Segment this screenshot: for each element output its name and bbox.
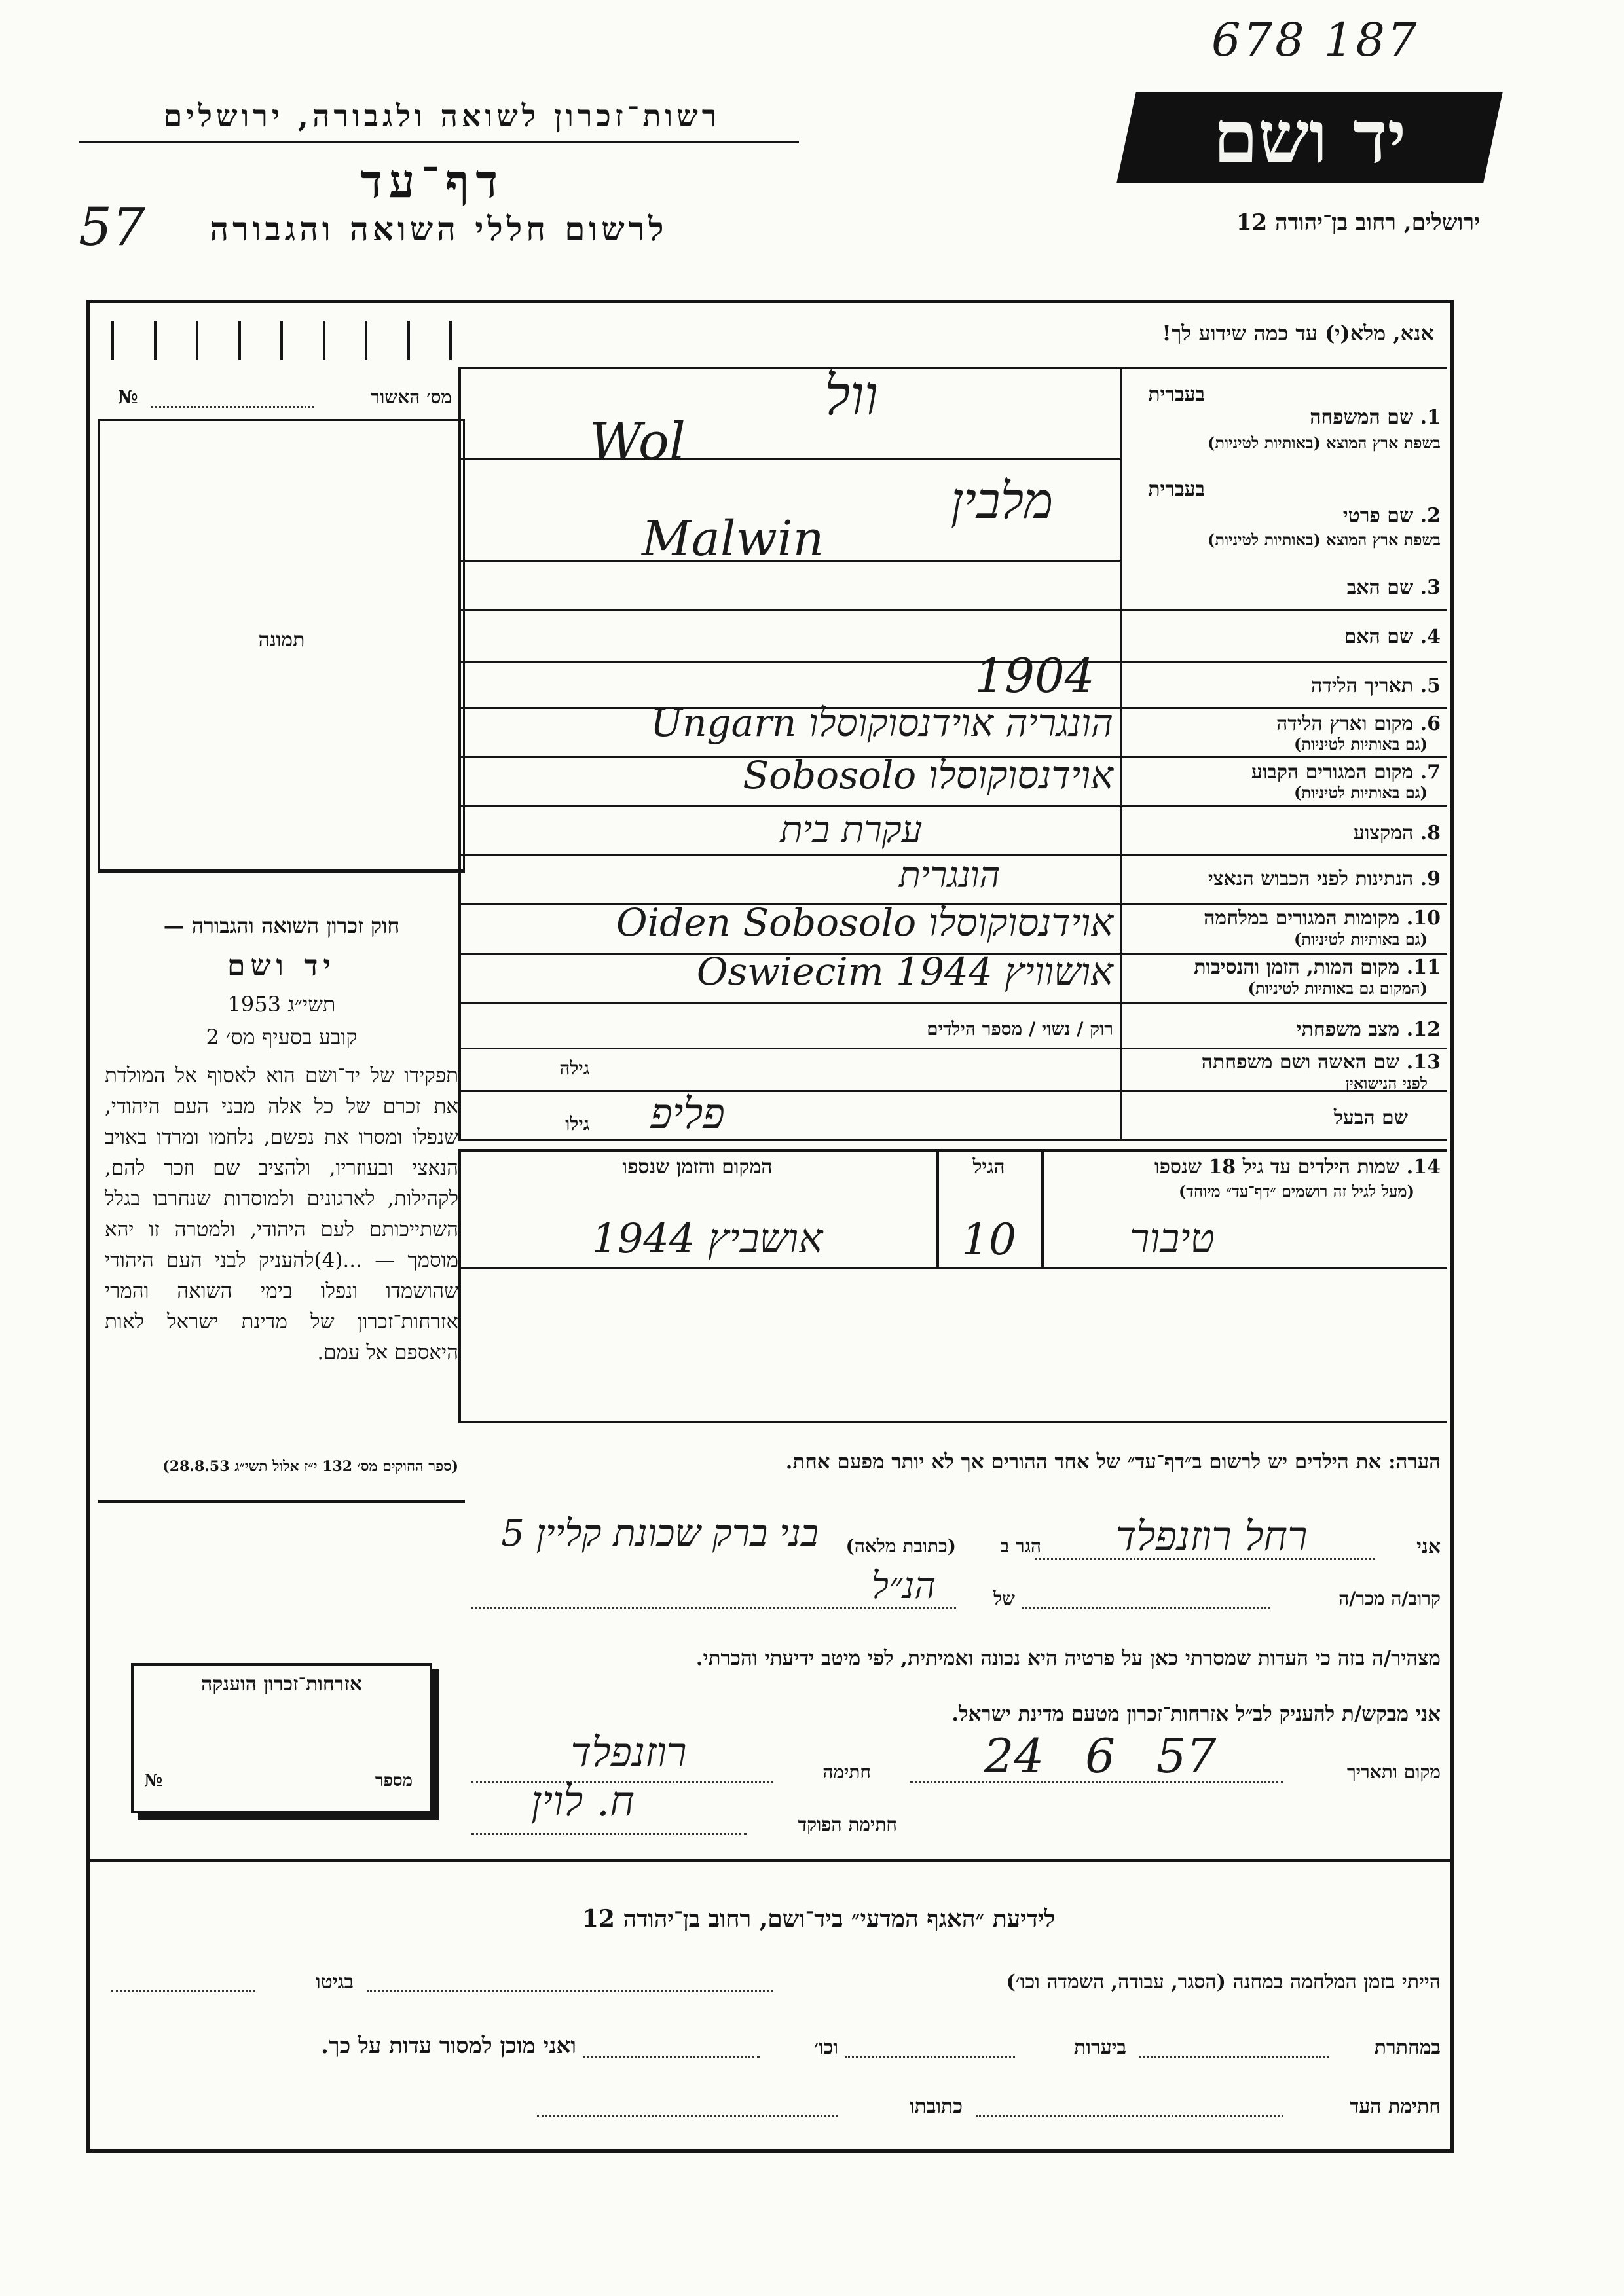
- wife-age-label: גילה: [559, 1057, 589, 1079]
- field-9-text: הנתינות לפני הכבוש הנאצי: [1208, 867, 1414, 890]
- officer-signature[interactable]: ח. לוין: [531, 1777, 635, 1826]
- field-12-label: [1126, 1018, 1441, 1041]
- relation-value[interactable]: הנ״ל: [871, 1565, 936, 1607]
- officer-label: חתימת הפוקד: [798, 1813, 897, 1835]
- declarant-name[interactable]: רחל רוזנפלד: [1115, 1512, 1308, 1560]
- value-surname-lat[interactable]: Wol: [589, 412, 686, 471]
- value-column-top: [458, 367, 1447, 369]
- field-13-label: [1126, 1051, 1441, 1074]
- field-7-num: 7.: [1420, 761, 1441, 784]
- field-2-label: [1133, 504, 1441, 527]
- field-1-text: שם המשפחה: [1310, 406, 1414, 429]
- bottom-etc: וכו׳: [814, 2036, 838, 2059]
- row-line: [458, 661, 1447, 663]
- witness-signature-line[interactable]: [976, 2115, 1283, 2117]
- field-8-label: [1133, 822, 1441, 845]
- authority-underline: [79, 141, 799, 143]
- witness-address-line[interactable]: [537, 2115, 838, 2117]
- camp-line[interactable]: [367, 1990, 773, 1992]
- value-profession[interactable]: עקרת בית: [780, 809, 923, 851]
- relation-line: [1022, 1607, 1270, 1609]
- archive-number: 678 187: [1211, 13, 1420, 67]
- law-title: חוק זכרון השואה והגבורה —: [163, 913, 400, 938]
- bottom-line1: הייתי בזמן המלחמה במחנה (הסגר, עבודה, השמדה וכו׳): [1006, 1971, 1441, 1994]
- field-3-label: [1133, 576, 1441, 599]
- of-label: של: [993, 1588, 1015, 1609]
- place-date-label: מקום ותאריך: [1346, 1761, 1441, 1783]
- citizenship-title: אזרחות־זכרון הוענקה: [200, 1673, 363, 1696]
- children-row-divider: [458, 1267, 1447, 1269]
- field-1-sub: בשפת ארץ המוצא (באותיות לטיניות): [1208, 433, 1441, 452]
- husband-label: שם הבעל: [1333, 1106, 1408, 1129]
- approval-field[interactable]: [151, 406, 314, 408]
- field-10-sub: (גם באותיות לטיניות): [1293, 930, 1428, 949]
- request: אני מבקש/ת להעניק לב״ל אזרחות־זכרון מטעם מדינת ישראל.: [951, 1702, 1441, 1726]
- children-note: הערה: את הילדים יש לרשום ב״דף־עד״ של אחד ההורים אך לא יותר מפעם אחת.: [785, 1450, 1441, 1474]
- field-2-sub: בשפת ארץ המוצא (באותיות לטיניות): [1208, 530, 1441, 549]
- children-col-age: הגיל: [972, 1156, 1005, 1178]
- field-1-label: [1133, 406, 1441, 429]
- field-6-label: [1133, 712, 1441, 735]
- husband-age-label: גילו: [565, 1113, 589, 1135]
- resides-label: הגר ב: [1000, 1535, 1041, 1557]
- address-label: (כתובת מלאה): [845, 1535, 956, 1557]
- field-13-num: 13.: [1406, 1051, 1441, 1074]
- form-title: דף־עד: [360, 154, 504, 208]
- field-10-num: 10.: [1406, 907, 1441, 930]
- value-nationality[interactable]: הונגרית: [898, 854, 1001, 896]
- children-col-divider: [1041, 1149, 1044, 1267]
- value-marital-status[interactable]: רוק / נשוי / מספר הילדים: [927, 1018, 1113, 1040]
- field-5-text: תאריך הלידה: [1311, 674, 1414, 697]
- value-column-left: [458, 367, 461, 1139]
- field-10-label: [1126, 907, 1441, 930]
- underground-line[interactable]: [1139, 2056, 1329, 2058]
- field-1-lang: בעברית: [1148, 383, 1205, 406]
- bottom-underground: במחתרת: [1374, 2036, 1441, 2059]
- child-age[interactable]: 10: [961, 1214, 1016, 1265]
- form-subtitle: לרשום חללי השואה והגבורה: [210, 210, 668, 248]
- field-4-label: [1133, 625, 1441, 648]
- field-11-num: 11.: [1406, 956, 1441, 979]
- field-4-text: שם האם: [1344, 625, 1414, 648]
- row-line: [458, 1048, 1447, 1049]
- authority-line: רשות־זכרון לשואה ולגבורה, ירושלים: [163, 98, 721, 134]
- child-name[interactable]: טיבור: [1130, 1214, 1215, 1262]
- field-13-text: שם האשה ושם משפחתה: [1201, 1051, 1400, 1074]
- field-11-text: מקום המות, הזמן והנסיבות: [1194, 956, 1400, 979]
- bottom-ghetto: בגיטו: [315, 1971, 354, 1994]
- field-2-lang: בעברית: [1148, 478, 1205, 501]
- value-firstname-lat[interactable]: Malwin: [642, 511, 824, 567]
- field-7-label: [1133, 761, 1441, 784]
- bottom-forests: ביערות: [1073, 2036, 1126, 2059]
- signature-value[interactable]: רוזנפלד: [570, 1728, 687, 1776]
- field-4-num: 4.: [1420, 625, 1441, 648]
- forests-line[interactable]: [845, 2056, 1015, 2058]
- bottom-title: לידיעת ״האגף המדעי״ ביד־ושם, רחוב בן־יהודה 12: [581, 1905, 1056, 1933]
- field-5-label: [1133, 674, 1441, 697]
- field-5-num: 5.: [1420, 674, 1441, 697]
- field-6-text: מקום וארץ הלידה: [1276, 712, 1414, 735]
- field-6-num: 6.: [1420, 712, 1441, 735]
- approval-label: מס׳ האשור: [371, 386, 452, 408]
- law-source: (ספר החוקים מס׳ 132 י״ז אלול תשי״ג 28.8.53): [162, 1458, 458, 1475]
- bottom-divider: [88, 1859, 1450, 1862]
- field-9-num: 9.: [1420, 867, 1441, 890]
- law-body: תפקידו של יד־ושם הוא לאסוף אל המולדת את זכרם של כל אלה מבני העם היהודי, שנפלו ומסרו את נפשם, נלחמו ומרדו באויב הנאצי ובעוזריו, ולהציב שם וזכר להם, לקהילות, לארגונים ולמוסדות שנחרבו בגלל השתייכותם לעם היהודי, ולמטרה זו יהא מוסמך — ...(4)להעניק לבני העם היהודי שהושמדו ונפלו בימי השואה והמרי אזרחות־זכרון של מדינת ישראל לאות היאספם אל עמם.: [105, 1064, 458, 1364]
- citizenship-number-label: מספר: [375, 1771, 413, 1791]
- etc-line[interactable]: [583, 2056, 760, 2058]
- row-line: [458, 1002, 1447, 1004]
- yad-vashem-logo: [1116, 92, 1503, 183]
- bottom-testimony: ואני מוכן למסור עדות על כך.: [321, 2033, 576, 2059]
- field-13-sub: לפני הנישואין: [1345, 1074, 1428, 1093]
- instruction: אנא, מלא(י) עד כמה שידוע לך!: [1162, 321, 1434, 346]
- law-name: יד ושם: [227, 949, 336, 983]
- date-value[interactable]: 24 6 57: [984, 1728, 1217, 1783]
- value-birthdate[interactable]: 1904: [974, 648, 1095, 703]
- children-table-left: [458, 1149, 461, 1421]
- field-11-sub: (המקום גם באותיות לטיניות): [1247, 979, 1428, 998]
- children-text: שמות הילדים עד גיל 18 שנספו: [1154, 1156, 1400, 1178]
- field-8-num: 8.: [1420, 822, 1441, 845]
- officer-line: [471, 1833, 747, 1835]
- declaration: מצהיר/ה בזה כי העדות שמסרתי כאן על פרטיה היא נכונה ואמיתית, לפי מיטב ידיעתי והכרתי.: [695, 1647, 1441, 1670]
- field-2-num: 2.: [1420, 504, 1441, 527]
- value-surname-he[interactable]: וול: [824, 363, 879, 428]
- field-7-sub: (גם באותיות לטיניות): [1293, 783, 1428, 802]
- field-12-num: 12.: [1406, 1018, 1441, 1041]
- row-line: [458, 1139, 1447, 1141]
- field-1-num: 1.: [1420, 406, 1441, 429]
- approval-no: №: [118, 386, 138, 408]
- bottom-address: כתובתו: [909, 2095, 963, 2118]
- children-label: [1048, 1156, 1441, 1178]
- value-husband[interactable]: פליפ: [650, 1090, 725, 1139]
- value-firstname-he[interactable]: מלבין: [950, 471, 1054, 530]
- declarant-address[interactable]: בני ברק שכונת קליין 5: [501, 1512, 819, 1555]
- field-3-text: שם האב: [1346, 576, 1414, 599]
- field-8-text: המקצוע: [1353, 822, 1414, 845]
- field-6-sub: (גם באותיות לטיניות): [1293, 735, 1428, 754]
- children-num: 14.: [1406, 1156, 1441, 1178]
- ghetto-line[interactable]: [111, 1990, 255, 1992]
- field-3-num: 3.: [1420, 576, 1441, 599]
- law-year: תשי״ג 1953: [227, 992, 336, 1017]
- value-wartime-residence[interactable]: אוידנסוקוסלו Oiden Sobosolo: [616, 900, 1113, 945]
- children-col-divider: [936, 1149, 939, 1267]
- row-line: [458, 609, 1447, 611]
- relation-label: קרוב/ה מכר/ה: [1338, 1588, 1441, 1609]
- field-7-text: מקום המגורים הקבוע: [1251, 761, 1414, 784]
- logo-text: יד ושם: [1213, 95, 1407, 179]
- children-col-place: המקום והזמן שנספו: [622, 1156, 773, 1178]
- value-death-place[interactable]: אושוויץ 1944 Oswiecim: [696, 949, 1113, 994]
- value-birthplace[interactable]: הונגריה אוידנסוקוסלו Ungarn: [650, 701, 1113, 745]
- approval-bars: [111, 321, 452, 360]
- children-sub: (מעל לגיל זה רושמים ״דף־עד״ מיוחד): [1178, 1182, 1414, 1201]
- field-9-label: [1126, 867, 1441, 890]
- address: ירושלים, רחוב בן־יהודה 12: [1236, 210, 1480, 236]
- field-11-label: [1126, 956, 1441, 979]
- value-residence[interactable]: אוידנסוקוסלו Sobosolo: [743, 753, 1113, 797]
- declarant-i: אני: [1416, 1535, 1441, 1558]
- photo-label: תמונה: [258, 629, 305, 651]
- signature-label: חתימה: [822, 1761, 871, 1783]
- child-place[interactable]: אושביץ 1944: [591, 1214, 823, 1262]
- field-10-text: מקומות המגורים במלחמה: [1204, 907, 1400, 930]
- citizenship-no: №: [144, 1771, 163, 1791]
- value-column-right: [1120, 367, 1122, 1139]
- children-table-top: [458, 1149, 1447, 1152]
- margin-number: 57: [79, 196, 145, 257]
- law-clause: קובע בסעיף מס׳ 2: [206, 1025, 358, 1049]
- bottom-witness-signature: חתימת העד: [1349, 2095, 1441, 2118]
- row-line: [458, 805, 1447, 807]
- children-table-bottom: [458, 1421, 1447, 1423]
- field-2-text: שם פרטי: [1342, 504, 1414, 527]
- field-12-text: מצב משפחתי: [1296, 1018, 1400, 1041]
- relation-of-line: [471, 1607, 956, 1609]
